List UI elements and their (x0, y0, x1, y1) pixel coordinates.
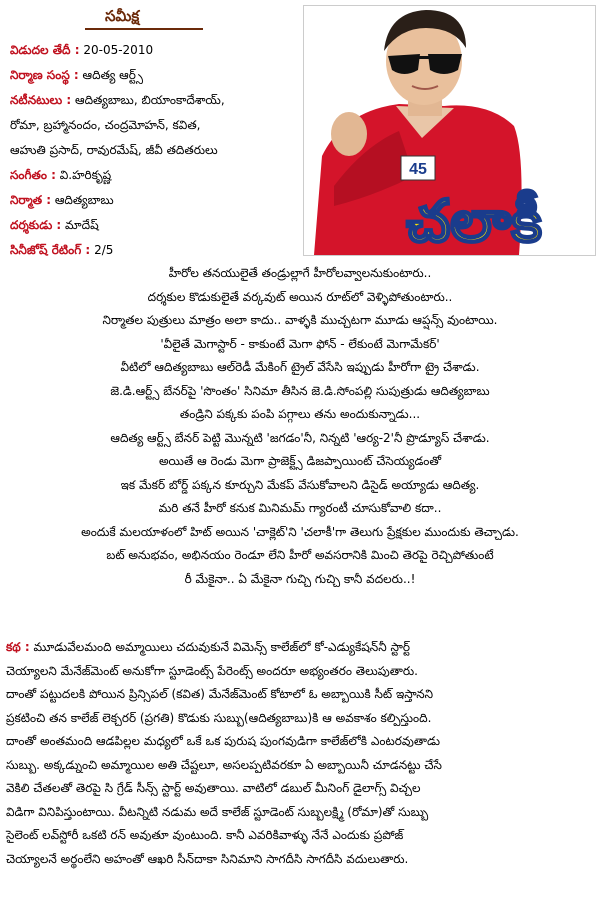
review-line: అయితే ఆ రెండు మెగా ప్రాజెక్ట్స్ డిజప్పాయింట్ చేసెయ్యడంతో (158, 454, 442, 468)
poster-image (304, 6, 595, 255)
movie-info (10, 38, 295, 263)
info-rating (10, 238, 295, 263)
info-value: రోమా, బ్రహ్మానందం, చంద్రమోహన్, కవిత, (10, 118, 201, 132)
story-line: చెయ్యాలనే అర్థంలేని అహంతో ఆఖరి సీన్‌దాకా సినిమాని సాగదీసి సాగదీసి వదులుతారు. (6, 851, 409, 866)
story-line: చెయ్యాలని మేనేజ్‌మెంట్ అనుకోగా స్టూడెంట్స్ పేరెంట్స్ అందరూ అభ్యంతరం తెలుపుతారు. (6, 663, 418, 678)
info-value: 2/5 (94, 243, 114, 257)
info-label: దర్శకుడు : (10, 218, 62, 232)
info-value: ఆదిత్యబాబు (54, 193, 114, 207)
info-value: ఆదిత్య ఆర్ట్స్ (82, 68, 144, 82)
info-label: నిర్మాత : (10, 193, 52, 207)
review-line: అందుకే మలయాళంలో హిట్ అయిన 'చాక్లెట్'ని 'చలాకీ'గా తెలుగు ప్రేక్షకుల ముందుకు తెచ్చాడు. (81, 524, 519, 539)
review-line: వీటిలో ఆదిత్యబాబు ఆల్‌రెడీ మేకింగ్ ట్రైల్ వేసేసి ఇప్పుడు హీరోగా ట్రై చేశాడు. (120, 360, 480, 374)
info-label: సంగీతం : (10, 168, 56, 182)
info-value: వి.హరికృష్ణ (59, 168, 112, 182)
movie-poster (303, 5, 596, 256)
info-value: ఆహుతి ప్రసాద్, రావురమేష్, జీవీ తదితరులు (10, 143, 218, 157)
story-line (6, 636, 594, 660)
story-line: సుబ్బు. అక్కడ్నుంచి అమ్మాయిల అతి చేష్టలూ, అసలప్పటివరకూ ఏ అబ్బాయినీ చూడనట్టు చేసే (6, 757, 442, 772)
story-label: కథ : (6, 640, 30, 654)
story-line: దాంతో అంతమంది ఆడపిల్లల మధ్యలో ఒకే ఒక పురుష పుంగవుడిగా కాలేజ్‌లోకి ఎంటరవుతాడు (6, 734, 440, 748)
review-line: దర్శకుల కొడుకులైతే వర్కవుట్ అయిన రూట్‌లో వెళ్ళిపోతుంటారు.. (147, 289, 453, 304)
info-cast-cont (10, 113, 295, 138)
info-label: విడుదల తేదీ : (10, 43, 80, 57)
info-value: 20-05-2010 (83, 43, 154, 57)
story-line: వెకిలి చేతలతో తెరపై సి గ్రేడ్ సీన్స్ స్టార్ట్ అవుతాయి. వాటిలో డబుల్ మీనింగ్ డైలాగ్స్ విచ్చల (6, 781, 421, 795)
review-line: ఇక మేకర్ బోర్డ్ పక్కన కూర్చుని మేకప్ వేసుకోవాలని డిసైడ్ అయ్యాడు ఆదిత్య. (120, 477, 480, 492)
poster-jersey-number: 45 (409, 161, 427, 178)
story-line: విడిగా వినిపిస్తుంటాయి. వీటన్నిటి నడుమ అదే కాలేజ్ స్టూడెంట్ సుబ్బలక్ష్మి (రోమా)తో సుబ్బు (6, 804, 429, 819)
review-body (6, 262, 594, 591)
review-header (85, 6, 203, 30)
story-line: సైలెంట్ లవ్‌స్టోరీ ఒకటి రన్ అవుతూ వుంటుంది. కానీ ఎవరికివాళ్ళు నేనే ఎందుకు ప్రపోజ్ (6, 828, 404, 842)
review-line: మరి తనే హీరో కనుక మినిమమ్ గ్యారంటీ చూసుకోవాలి కదా.. (158, 501, 442, 515)
info-director (10, 213, 295, 238)
review-line: హీరోల తనయులైతే తండ్రుల్లాగే హీరోలవ్వాలనుకుంటారు.. (168, 266, 432, 280)
info-label: సినీజోష్ రేటింగ్ : (10, 243, 91, 257)
story-line: దాంతో పట్టుదలకి పోయిన ప్రిన్సిపల్ (కవిత) మేనేజ్‌మెంట్ కోటాలో ఓ అబ్బాయికి సీట్ ఇస్తానని (6, 687, 434, 701)
info-value: మాదేష్ (65, 218, 99, 232)
info-cast (10, 88, 295, 113)
poster-title: చలాకీ (406, 187, 542, 255)
review-line: జె.డి.ఆర్ట్స్ బేనర్‌పై 'సొంతం' సినిమా తీసిన జె.డి.సోంపల్లి సుపుత్రుడు ఆదిత్యబాబు (110, 383, 490, 398)
review-line: 'వీలైతే మెగాస్టార్ - కాకుంటే మెగా ఫోన్ - లేకుంటే మెగామేకర్' (160, 336, 440, 351)
info-value: ఆదిత్యబాబు, బియాంకాదేశాయ్, (75, 93, 225, 107)
info-label: నటీనటులు : (10, 93, 72, 107)
review-line: ఆదిత్య ఆర్ట్స్ బేనర్ పెట్టి మొన్నటి 'జగడం'నీ, నిన్నటి 'ఆర్య-2'నీ ప్రొడ్యూస్ చేశాడు. (110, 430, 490, 445)
info-producer (10, 188, 295, 213)
review-line: నిర్మాతల పుత్రులు మాత్రం అలా కాదు.. వాళ్ళకి ముచ్చటగా మూడు ఆప్షన్స్ వుంటాయి. (102, 313, 498, 327)
story-line: ప్రకటించి తన కాలేజ్ లెక్చరర్ (ప్రగతి) కొడుకు సుబ్బు(ఆదిత్యబాబు)కి ఆ అవకాశం కల్పిస్తుంది. (6, 710, 432, 725)
info-production (10, 63, 295, 88)
story-text: మూడువేలమంది అమ్మాయిలు చదువుకునే విమెన్స్ కాలేజ్‌లో కో-ఎడ్యుకేషన్‌నీ స్టార్ట్ (29, 640, 410, 654)
info-release-date (10, 38, 295, 63)
review-line: తండ్రిని పక్కకు పంపి పగ్గాలు తను అందుకున్నాడు... (179, 407, 421, 421)
review-line: రీ మేకైనా.. ఏ మేకైనా గుచ్చి గుచ్చి కానీ వదలరు..! (184, 571, 416, 586)
page-title: సమీక్ష (105, 7, 140, 25)
info-label: నిర్మాణ సంస్థ : (10, 68, 79, 82)
info-cast-cont (10, 138, 295, 163)
review-line: బట్ అనుభవం, అభినయం రెండూ లేని హీరో అవసరానికి మించి తెరపై రెచ్చిపోతుంటే (106, 548, 494, 562)
story-section (6, 636, 594, 871)
info-music (10, 163, 295, 188)
